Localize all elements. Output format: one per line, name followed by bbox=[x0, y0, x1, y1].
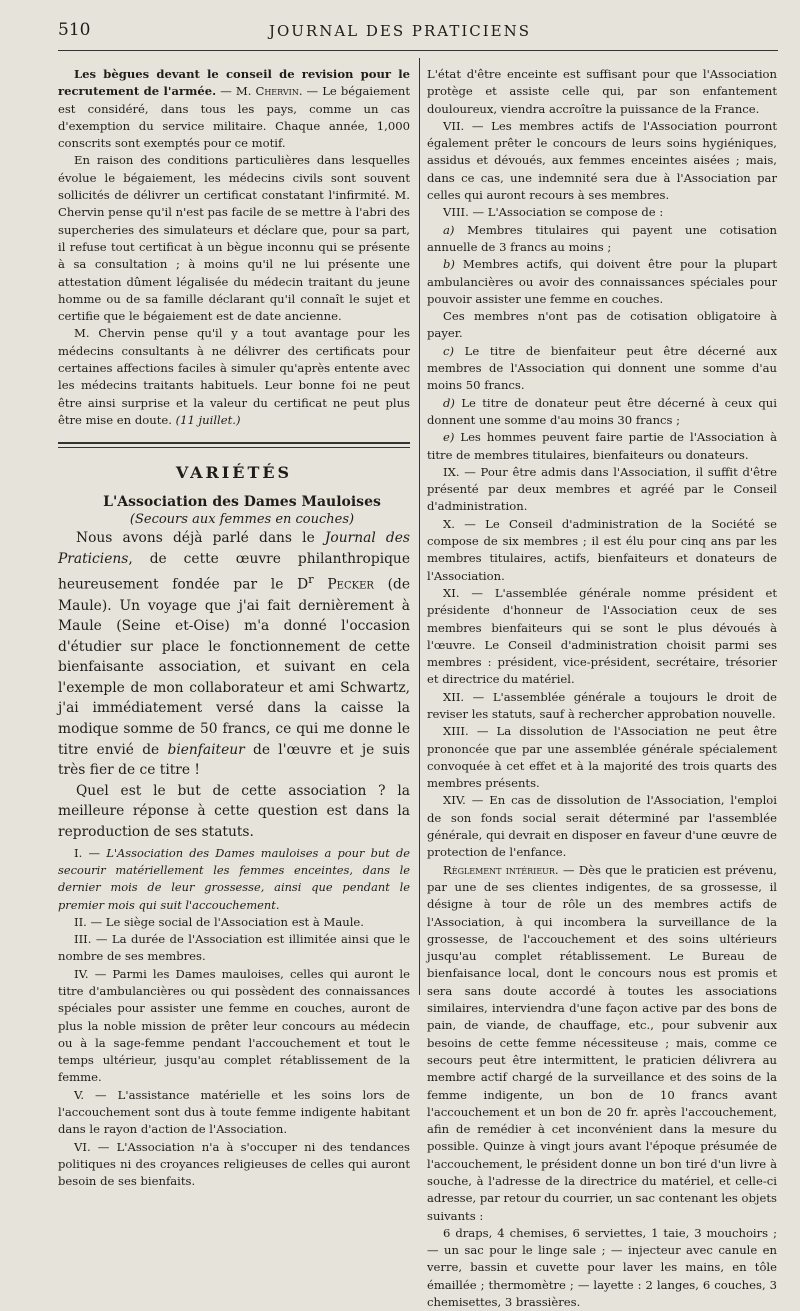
lead-paragraph-1: Nous avons déjà parlé dans le Journal des Praticiens, de cette œuvre philanthropique heureusement fondée par le $D^r$ Pecker (de Maule). Un voyage que j'ai fait dernièrement à Maule (Seine et-Oise) m'a donné l'occasion d'étudier sur place le fonctionnement de cette bienfaisante association, et suivant en cela l'exemple de mon collaborateur et ami Schwartz, j'ai immédiatement versé dans la caisse la modique somme de 50 francs, ce qui me donne le titre envié de bienfaiteur de l'œuvre et je suis très fier de ce titre ! bbox=[58, 530, 411, 779]
reglement-label: Règlement intérieur. bbox=[443, 862, 559, 877]
statute-article-7: VII. — Les membres actifs de l'Association pourront également prêter le concours de leurs soins hygiéniques, assidus et dévoués, aux femmes enceintes aisées ; mais, dans ce cas, une indemnité sera due à l'Association par celles qui auront recours à ses membres. bbox=[427, 118, 777, 203]
member-type-d: d) Le titre de donateur peut être décerné à ceux qui donnent une somme d'au moins 30 francs ; bbox=[427, 395, 777, 427]
statute-article-9: IX. — Pour être admis dans l'Association, il suffit d'être présenté par deux membres et agréé par le Conseil d'administration. bbox=[427, 464, 777, 514]
right-column bbox=[427, 66, 777, 1311]
doctor-name: Pecker bbox=[313, 576, 374, 593]
author-name: Chervin bbox=[255, 84, 299, 99]
statute-article-3: III. — La durée de l'Association est illimitée ainsi que le nombre de ses membres. bbox=[58, 932, 410, 964]
member-type-e: e) Les hommes peuvent faire partie de l'Association à titre de membres titulaires, bienfaiteurs ou donateurs. bbox=[427, 430, 777, 462]
statute-article-6: VI. — L'Association n'a à s'occuper ni des tendances politiques ni des croyances religieuses de celles qui auront besoin de ses bienfaits. bbox=[58, 1139, 410, 1189]
section-separator bbox=[58, 442, 410, 448]
statute-article-14: XIV. — En cas de dissolution de l'Association, l'emploi de son fonds social serait déterminé par l'assemblée générale, qui devrait en disposer en faveur d'une œuvre de protection de l'enfance. bbox=[427, 793, 777, 860]
page-header bbox=[0, 14, 800, 44]
reglement-interieur: Règlement intérieur. — Dès que le praticien est prévenu, par une de ses clientes indigentes, de sa grossesse, il désigne à tour de rôle un des membres actifs de l'Association, à qui incombera la surveillance de la grossesse, de l'accouchement et des soins ultérieurs jusqu'au complet rétablissement. Le Bureau de bienfaisance local, dont le concours nous est promis et sera sans doute accordé à toutes les associations similaires, interviendra d'une façon active par des bons de pain, de viande, de chauffage, etc., pour subvenir aux besoins de cette femme nécessiteuse ; mais, comme ce secours peut être intermittent, le praticien délivrera au membre actif chargé de la surveillance et des soins de la femme indigente, un bon de 10 francs avant l'accouchement et un bon de 20 fr. après l'accouchement, afin de remédier à cet inconvénient dans la mesure du possible. Quinze à vingt jours avant l'époque présumée de l'accouchement, le président donne un bon tiré d'un livre à souche, à l'adresse de la directrice du matériel, et celle-ci adresse, par retour du courrier, un sac contenant les objets suivants : bbox=[427, 862, 777, 1223]
article-lead bbox=[58, 528, 410, 843]
running-title: JOURNAL DES PRATICIENS bbox=[268, 22, 532, 40]
statute-article-5: V. — L'assistance matérielle et les soins lors de l'accouchement sont dus à toute femme indigente habitant dans le rayon d'action de l'Association. bbox=[58, 1087, 410, 1137]
statute-article-10: X. — Le Conseil d'administration de la Société se compose de six membres ; il est élu pour cinq ans par les membres titulaires, actifs, bienfaiteurs et donateurs de l'Association. bbox=[427, 516, 777, 583]
statute-article-12: XII. — L'assemblée générale a toujours le droit de reviser les statuts, sauf à rechercher approbation nouvelle. bbox=[427, 689, 777, 721]
statute-article-13: XIII. — La dissolution de l'Association ne peut être prononcée que par une assemblée générale spécialement convoquée à cet effet et à la majorité des trois quarts des membres présents. bbox=[427, 724, 777, 791]
statute-article-4: IV. — Parmi les Dames mauloises, celles qui auront le titre d'ambulancières ou qui possèdent des connaissances spéciales pour assister une femme en couches, auront de plus la noble mission de prêter leur concours au médecin ou à la sage-femme pendant l'accouchement et tout le temps ultérieur, jusqu'au complet rétablissement de la femme. bbox=[58, 966, 410, 1085]
statutes-list bbox=[58, 845, 410, 1191]
statute-article-2: II. — Le siège social de l'Association est à Maule. bbox=[74, 914, 364, 929]
begues-intro: Les bègues devant le conseil de revision pour le recrutement de l'armée. — M. Chervin. — Le bégaiement est considéré, dans tous les pays, comme un cas d'exemption du service militaire. Chaque année, 1,000 conscrits sont exemptés pour ce motif. bbox=[58, 67, 410, 151]
statute-article-1: I. — L'Association des Dames mauloises a pour but de secourir matériellement les femmes enceintes, dans le dernier mois de leur grossesse, ainsi que pendant le premier mois qui suit l'accouchement. bbox=[58, 845, 410, 912]
objects-list: 6 draps, 4 chemises, 6 serviettes, 1 taie, 3 mouchoirs ; — un sac pour le linge sale ; — injecteur avec canule en verre, bassin et cuvette pour laver les mains, en tôle émaillée ; thermomètre ; — layette : 2 langes, 6 couches, 3 chemisettes, 3 brassières. bbox=[427, 1225, 777, 1310]
section-title: VARIÉTÉS bbox=[175, 463, 293, 483]
begues-date: (11 juillet.) bbox=[175, 412, 241, 427]
statute-article-8: VIII. — L'Association se compose de : bbox=[443, 205, 664, 220]
article-subtitle: (Secours aux femmes en couches) bbox=[129, 511, 355, 527]
lead-paragraph-2: Quel est le but de cette association ? la meilleure réponse à cette question est dans la reproduction de ses statuts. bbox=[58, 782, 410, 841]
page-number: 510 bbox=[58, 20, 91, 40]
begues-paragraph-2: En raison des conditions particulières dans lesquelles évolue le bégaiement, les médecins civils sont souvent sollicités de délivrer un certificat constatant l'infirmité. M. Chervin pense qu'il n'est pas facile de se mettre à l'abri des supercheries des simulateurs et déclare que, pour sa part, il refuse tout certificat à un bègue inconnu qui se présente à sa consultation ; à moins qu'il ne lui présente une attestation dûment légalisée du médecin traitant du jeune homme ou de sa famille déclarant qu'il connaît le sujet et certifie que le bégaiement est de date ancienne. bbox=[58, 153, 410, 324]
begues-paragraph-3: M. Chervin pense qu'il y a tout avantage pour les médecins consultants à ne délivrer des certificats pour certaines affections faciles à simuler qu'après entente avec les médecins traitants habituels. Leur bonne foi ne peut être ainsi surprise et la valeur du certificat ne peut plus être mise en doute. (11 juillet.) bbox=[58, 326, 410, 427]
statute-continuation: L'état d'être enceinte est suffisant pour que l'Association protège et assiste celle qui, par son enfantement douloureux, viendra accroître la puissance de la France. bbox=[427, 67, 777, 116]
header-rule bbox=[58, 50, 778, 51]
member-type-b-note: Ces membres n'ont pas de cotisation obligatoire à payer. bbox=[427, 309, 777, 341]
member-type-a: a) Membres titulaires qui payent une cotisation annuelle de 3 francs au moins ; bbox=[427, 222, 777, 254]
journal-name: Journal des Praticiens bbox=[58, 530, 410, 567]
column-divider bbox=[419, 58, 420, 995]
left-column bbox=[58, 66, 410, 1191]
statute-article-11: XI. — L'assemblée générale nomme président et présidente d'honneur de l'Association ceux de ses membres bienfaiteurs qui se sont le plus dévoués à l'œuvre. Le Conseil d'administration choisit parmi ses membres : président, vice-président, secrétaire, trésorier et directrice du matériel. bbox=[427, 585, 777, 687]
member-type-b: b) Membres actifs, qui doivent être pour la plupart ambulancières ou avoir des connaissances spéciales pour pouvoir assister une femme en couches. bbox=[427, 257, 777, 306]
member-type-c: c) Le titre de bienfaiteur peut être décerné aux membres de l'Association qui donnent une somme d'au moins 50 francs. bbox=[427, 343, 777, 393]
begues-title: Les bègues devant le conseil de revision pour le recrutement de l'armée. bbox=[58, 67, 410, 99]
article-title: L'Association des Dames Mauloises bbox=[103, 493, 381, 510]
